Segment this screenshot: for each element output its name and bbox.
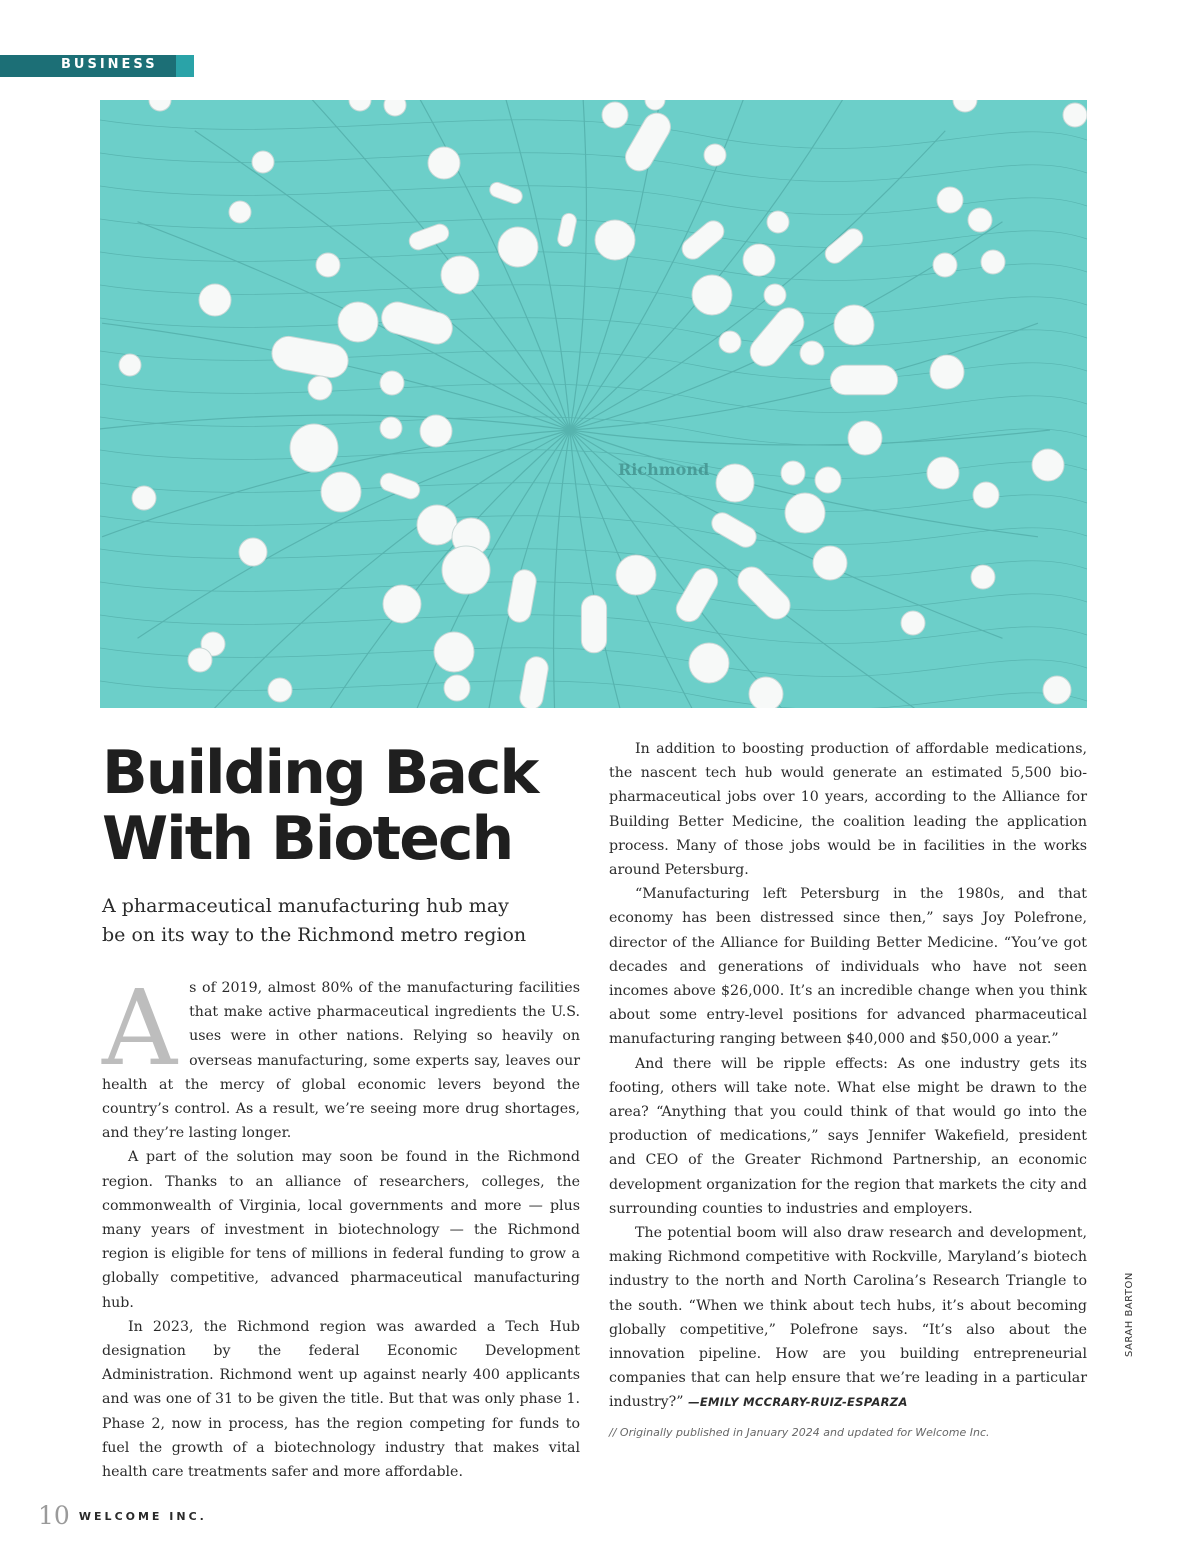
map-road [100,681,1087,708]
map-road [570,100,586,430]
paragraph-5: “Manufacturing left Petersburg in the 1980s, and that economy has been distressed since then,” says Joy Polefrone, director of the Alliance for Building Better Medicine. “You’ve got decades and generations of individuals who have not seen incomes above $26,000. It’s an incredible change when you think about some entry-level positions for advanced pharmaceutical manufacturing ranging between $40,000 and $50,000 a year.” [609,886,1087,1048]
caplet-pill [488,180,525,205]
round-pill [384,100,406,116]
hero-photo [100,100,1087,708]
publication-note: // Originally published in January 2024 and updated for Welcome Inc. [609,1425,990,1439]
section-tab-accent [176,55,194,77]
round-pill [971,565,995,589]
round-pill [743,244,775,276]
round-pill [937,187,963,213]
paragraph-1: As of 2019, almost 80% of the manufacturing facilities that make active pharmaceutical ingredients the U.S. uses were in other nations. Relying so heavily on overseas manufacturing, some experts say, leaves our health at the mercy of global economic levers beyond the country’s control. As a result, we’re seeing more drug shortages, and they’re lasting longer. [102,967,580,1142]
round-pill [441,256,479,294]
subheadline [102,892,582,950]
round-pill [239,538,267,566]
caplet-pill [407,222,451,253]
caplet-pill [830,365,897,394]
round-pill [834,305,874,345]
magazine-name: WELCOME INC. [78,1510,207,1523]
round-pill [383,585,421,623]
round-pill [800,341,824,365]
pills-on-map-photo [100,100,1087,708]
caplet-pill [378,298,456,347]
round-pill [229,201,251,223]
round-pill [595,220,635,260]
caplet-pill [744,302,810,372]
round-pill [767,211,789,233]
page-footer [38,1501,207,1530]
map-road [570,430,1050,445]
round-pill [781,461,805,485]
round-pill [119,354,141,376]
paragraph-3: In 2023, the Richmond region was awarded a Tech Hub designation by the federal Economic Development Administration. Richmond went up against nearly 400 applicants and was one of 31 to be given the title. But that was only phase 1. Phase 2, now in process, has the region competing for funds to fuel the growth of a biotechnology industry that makes vital health care treatments safer and more affordable. [102,1318,580,1481]
map-road [100,219,1087,248]
map-road [100,285,1087,314]
round-pill [1063,103,1087,127]
round-pill [442,546,490,594]
caplet-pill [581,595,606,653]
map-road [100,120,1087,149]
subheadline-line-2: be on its way to the Richmond metro region [102,924,527,946]
round-pill [498,227,538,267]
article-column-left [102,967,580,1484]
round-pill [764,284,786,306]
caplet-pill [556,212,577,248]
round-pill [602,102,628,128]
page-number: 10 [38,1501,70,1530]
map-road [100,318,1087,347]
round-pill [428,147,460,179]
round-pill [719,331,741,353]
drop-cap: A [102,967,178,1089]
paragraph-2: A part of the solution may soon be found in the Richmond region. Thanks to an alliance of researchers, colleges, the commonwealth of Virginia, local governments and more — plus many years of investment in biotechnology — the Richmond region is eligible for tens of millions in federal funding to grow a globally competitive, advanced pharmaceutical manufacturing hub. [102,1149,580,1311]
round-pill [252,151,274,173]
paragraph-6: And there will be ripple effects: As one industry gets its footing, others will take note. What else might be drawn to the area? “Anything that you could think of that would go into the production of medications,” says Jennifer Wakefield, president and CEO of the Greater Richmond Partnership, an economic development organization for the region that markets the city and surrounding counties to industries and employers. [609,1055,1087,1217]
headline-line-1: Building Back [102,738,538,808]
round-pill [927,457,959,489]
round-pill [704,144,726,166]
round-pill [1032,449,1064,481]
map-city-label: Richmond [618,460,710,479]
round-pill [785,493,825,533]
round-pill [434,632,474,672]
round-pill [420,415,452,447]
round-pill [290,424,338,472]
subheadline-line-1: A pharmaceutical manufacturing hub may [102,895,509,917]
round-pill [901,611,925,635]
photo-credit: SARAH BARTON [1124,1272,1135,1357]
round-pill [968,208,992,232]
caplet-pill [708,509,760,551]
round-pill [199,284,231,316]
caplet-pill [518,655,550,708]
round-pill [689,643,729,683]
section-tab [0,55,194,77]
caplet-pill [732,561,795,624]
round-pill [188,648,212,672]
round-pill [813,546,847,580]
paragraph-4: In addition to boosting production of affordable medications, the nascent tech hub would generate an estimated 5,500 bio-pharmaceutical jobs over 10 years, according to the Alliance for Building Better Medicine, the coalition leading the application process. Many of those jobs would be in facilities in the works around Petersburg. [609,741,1087,879]
round-pill [848,421,882,455]
map-road [100,417,1087,446]
map-road [554,430,570,708]
round-pill [417,505,457,545]
map-road [195,430,570,708]
round-pill [973,482,999,508]
round-pill [645,100,665,110]
round-pill [444,675,470,701]
round-pill [321,472,361,512]
caplet-pill [672,564,723,626]
caplet-pill [378,471,422,502]
round-pill [268,678,292,702]
article-column-right [609,737,1087,1445]
round-pill [338,302,378,342]
round-pill [815,467,841,493]
section-label: BUSINESS [61,57,158,72]
round-pill [132,486,156,510]
round-pill [716,464,754,502]
round-pill [933,253,957,277]
caplet-pill [678,217,728,264]
round-pill [149,100,171,111]
round-pill [981,250,1005,274]
headline-line-2: With Biotech [102,804,513,874]
round-pill [349,100,371,111]
round-pill [380,371,404,395]
round-pill [316,253,340,277]
round-pill [308,376,332,400]
round-pill [1043,676,1071,704]
round-pill [692,275,732,315]
caplet-pill [621,108,676,176]
paragraph-7: The potential boom will also draw research and development, making Richmond competitive with Rockville, Maryland’s biotech industry to the north and North Carolina’s Research Triangle to the south. “When we think about tech hubs, it’s about becoming globally competitive,” Polefrone says. “It’s also about the innovation pipeline. How are you building entrepreneurial companies that can help ensure that we’re leading in a particular industry?” —EMILY MCCRARY-RUIZ-ESPARZA [609,1225,1087,1411]
caplet-pill [269,334,350,380]
round-pill [953,100,977,112]
round-pill [616,555,656,595]
round-pill [930,355,964,389]
byline: —EMILY MCCRARY-RUIZ-ESPARZA [688,1395,908,1410]
round-pill [380,417,402,439]
map-road [570,323,1038,430]
round-pill [749,677,783,708]
caplet-pill [506,568,538,624]
headline [102,740,602,872]
